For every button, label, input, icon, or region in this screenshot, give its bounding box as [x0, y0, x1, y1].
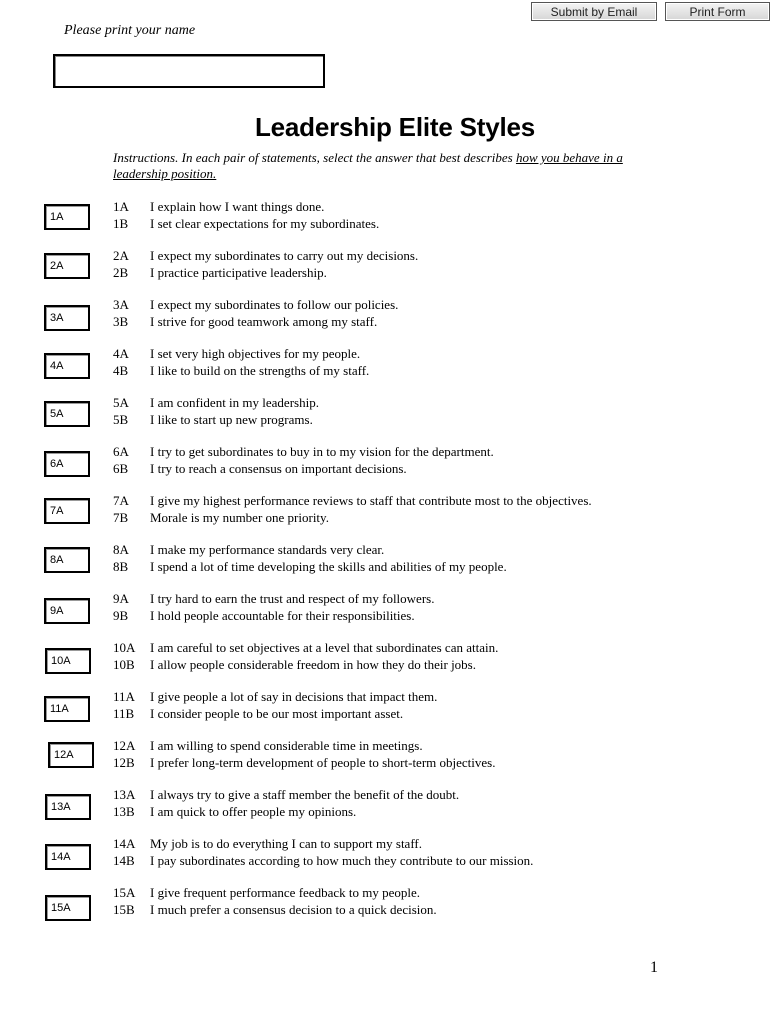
name-prompt: Please print your name [64, 23, 196, 38]
statement-a [113, 444, 494, 461]
statement-b [113, 510, 592, 527]
statement-text: I expect my subordinates to follow our policies. [150, 297, 399, 312]
answer-field[interactable]: 13A [45, 794, 91, 820]
statement-code: 3B [113, 313, 129, 329]
statement-b [113, 706, 437, 723]
statement-text: I am careful to set objectives at a level that subordinates can attain. [150, 640, 499, 655]
statement-code: 9B [113, 607, 129, 623]
statement-b [113, 853, 533, 870]
answer-field[interactable]: 10A [45, 648, 91, 674]
statement-b [113, 608, 434, 625]
statement-a [113, 836, 533, 853]
statement-text: I set clear expectations for my subordinates. [150, 215, 380, 231]
statement-b [113, 902, 437, 919]
answer-field[interactable]: 12A [48, 742, 94, 768]
statement-text: My job is to do everything I can to support my staff. [150, 836, 423, 851]
statement-text: I much prefer a consensus decision to a quick decision. [150, 901, 437, 917]
statement-pair [113, 395, 319, 428]
statement-code: 10A [113, 640, 136, 655]
answer-field[interactable]: 5A [44, 401, 90, 427]
statement-code: 12A [113, 738, 136, 753]
statement-pair [113, 493, 592, 526]
statement-a [113, 395, 319, 412]
statement-a [113, 787, 459, 804]
statement-code: 14A [113, 836, 136, 851]
instructions-emphasis: how you behave in a leadership position. [113, 150, 623, 181]
statement-text: I give my highest performance reviews to staff that contribute most to the objectives. [150, 493, 592, 508]
statement-code: 6A [113, 444, 129, 459]
statement-a [113, 640, 498, 657]
statement-code: 7B [113, 509, 129, 525]
statement-a [113, 542, 507, 559]
statement-text: I give people a lot of say in decisions that impact them. [150, 689, 438, 704]
answer-field[interactable]: 4A [44, 353, 90, 379]
statement-a [113, 248, 418, 265]
statement-code: 15A [113, 885, 136, 900]
statement-text: I prefer long-term development of people to short-term objectives. [150, 754, 496, 770]
answer-field[interactable]: 6A [44, 451, 90, 477]
statement-pair [113, 248, 418, 281]
statement-code: 4A [113, 346, 129, 361]
statement-pair [113, 640, 498, 673]
statement-code: 8B [113, 558, 129, 574]
statement-a [113, 297, 398, 314]
statement-code: 4B [113, 362, 129, 378]
statement-text: I spend a lot of time developing the skills and abilities of my people. [150, 558, 507, 574]
statement-b [113, 755, 495, 772]
answer-field[interactable]: 9A [44, 598, 90, 624]
statement-text: I set very high objectives for my people. [150, 346, 361, 361]
instructions [113, 150, 663, 182]
statement-pair [113, 346, 369, 379]
answer-field[interactable]: 11A [44, 696, 90, 722]
statement-text: I allow people considerable freedom in how they do their jobs. [150, 656, 476, 672]
statement-text: I am quick to offer people my opinions. [150, 803, 357, 819]
statement-pair [113, 444, 494, 477]
statement-code: 1A [113, 199, 129, 214]
statement-pair [113, 836, 533, 869]
answer-field[interactable]: 2A [44, 253, 90, 279]
answer-field[interactable]: 3A [44, 305, 90, 331]
statement-text: I explain how I want things done. [150, 199, 325, 214]
statement-b [113, 412, 319, 429]
statement-text: I give frequent performance feedback to my people. [150, 885, 420, 900]
statement-pair [113, 591, 434, 624]
statement-code: 11A [113, 689, 135, 704]
statement-code: 8A [113, 542, 129, 557]
statement-text: I make my performance standards very clear. [150, 542, 385, 557]
statement-text: I am willing to spend considerable time in meetings. [150, 738, 423, 753]
statement-code: 1B [113, 215, 129, 231]
statement-a [113, 591, 434, 608]
statement-text: I like to build on the strengths of my staff. [150, 362, 370, 378]
instructions-lead: Instructions. In each pair of statements, select the answer that best describes [113, 150, 516, 165]
name-input[interactable] [53, 54, 325, 88]
statement-code: 2A [113, 248, 129, 263]
page-number: 1 [650, 959, 658, 976]
answer-field[interactable]: 14A [45, 844, 91, 870]
statement-pair [113, 787, 459, 820]
submit-by-email-button[interactable]: Submit by Email [531, 2, 657, 21]
statement-code: 12B [113, 754, 135, 770]
statement-text: I practice participative leadership. [150, 264, 327, 280]
statement-b [113, 314, 398, 331]
statement-code: 9A [113, 591, 129, 606]
answer-field[interactable]: 8A [44, 547, 90, 573]
statement-text: I strive for good teamwork among my staff. [150, 313, 378, 329]
statement-code: 11B [113, 705, 135, 721]
statement-b [113, 265, 418, 282]
statement-text: I try hard to earn the trust and respect of my followers. [150, 591, 435, 606]
statement-b [113, 216, 379, 233]
statement-b [113, 804, 459, 821]
statement-code: 14B [113, 852, 135, 868]
statement-text: I hold people accountable for their responsibilities. [150, 607, 415, 623]
statement-a [113, 738, 495, 755]
statement-text: I try to reach a consensus on important decisions. [150, 460, 407, 476]
statement-text: I expect my subordinates to carry out my decisions. [150, 248, 419, 263]
statement-text: I consider people to be our most important asset. [150, 705, 404, 721]
answer-field[interactable]: 7A [44, 498, 90, 524]
answer-field[interactable]: 1A [44, 204, 90, 230]
statement-pair [113, 885, 437, 918]
statement-text: I am confident in my leadership. [150, 395, 319, 410]
statement-pair [113, 738, 495, 771]
statement-code: 7A [113, 493, 129, 508]
statement-b [113, 559, 507, 576]
statement-code: 15B [113, 901, 135, 917]
statement-code: 10B [113, 656, 135, 672]
statement-a [113, 346, 369, 363]
statement-a [113, 885, 437, 902]
statement-pair [113, 199, 379, 232]
statement-code: 3A [113, 297, 129, 312]
statement-text: I like to start up new programs. [150, 411, 313, 427]
statement-pair [113, 297, 398, 330]
statement-a [113, 689, 437, 706]
print-form-button[interactable]: Print Form [665, 2, 770, 21]
statement-pair [113, 542, 507, 575]
statement-b [113, 657, 498, 674]
statement-code: 6B [113, 460, 129, 476]
statement-text: I always try to give a staff member the benefit of the doubt. [150, 787, 460, 802]
page-title: Leadership Elite Styles [254, 112, 536, 142]
statement-a [113, 199, 379, 216]
statement-code: 2B [113, 264, 129, 280]
statement-text: I pay subordinates according to how much they contribute to our mission. [150, 852, 534, 868]
statement-code: 13A [113, 787, 136, 802]
statement-code: 13B [113, 803, 135, 819]
statement-code: 5A [113, 395, 129, 410]
statement-a [113, 493, 592, 510]
statement-b [113, 363, 369, 380]
statement-text: I try to get subordinates to buy in to my vision for the department. [150, 444, 494, 459]
statement-pair [113, 689, 437, 722]
statement-code: 5B [113, 411, 129, 427]
answer-field[interactable]: 15A [45, 895, 91, 921]
statement-text: Morale is my number one priority. [150, 509, 329, 525]
statement-b [113, 461, 494, 478]
